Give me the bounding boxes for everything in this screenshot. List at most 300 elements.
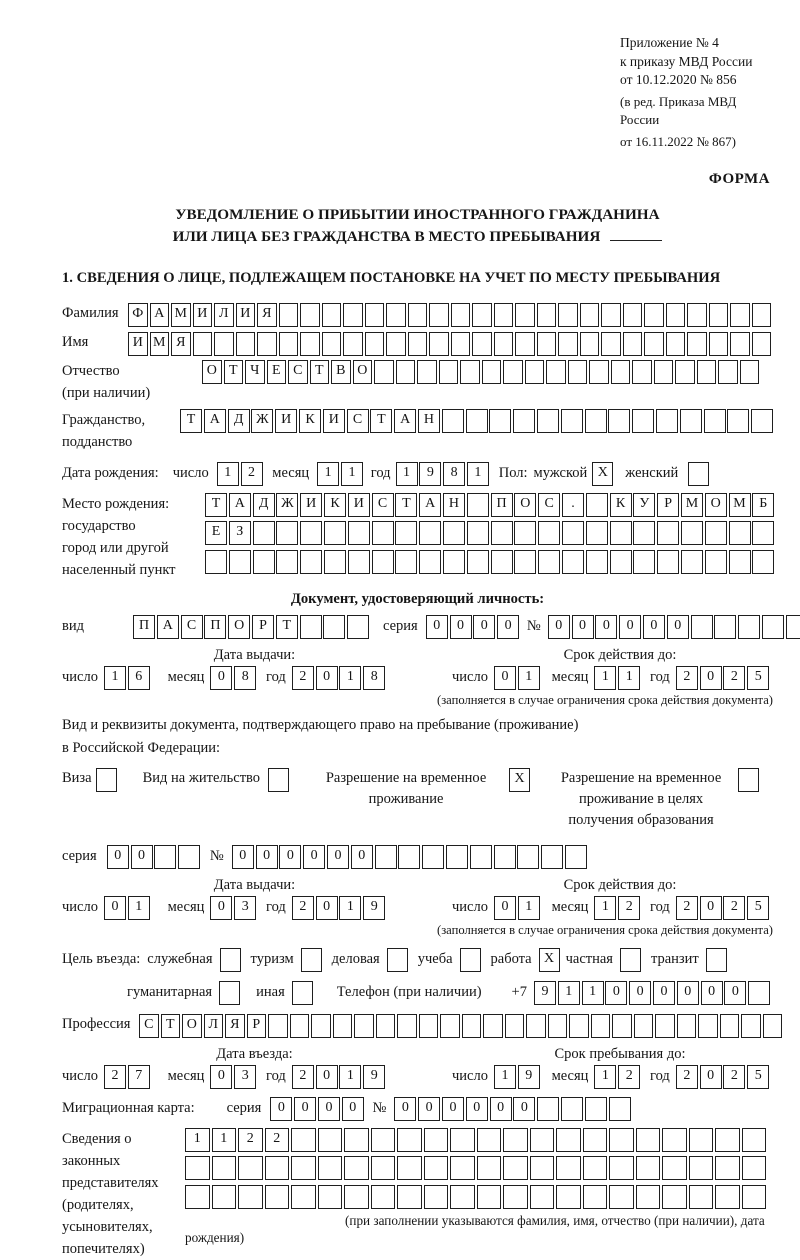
- id-kind-char-cell[interactable]: С: [181, 615, 203, 639]
- representatives-char-cell[interactable]: [636, 1185, 661, 1209]
- id-issue-year-cell[interactable]: 1: [339, 666, 361, 690]
- birthplace-char-cell[interactable]: [752, 521, 774, 545]
- given-name-char-cell[interactable]: [623, 332, 643, 356]
- birthplace-char-cell[interactable]: [348, 550, 370, 574]
- representatives-char-cell[interactable]: [477, 1156, 502, 1180]
- stay-number-cell[interactable]: 0: [279, 845, 301, 869]
- birthplace-char-cell[interactable]: Т: [205, 493, 227, 517]
- birthplace-char-cell[interactable]: А: [419, 493, 441, 517]
- id-issue-year-cell[interactable]: 0: [316, 666, 338, 690]
- representatives-char-cell[interactable]: [238, 1185, 263, 1209]
- birthplace-char-cell[interactable]: [276, 521, 298, 545]
- representatives-char-cell[interactable]: [344, 1128, 369, 1152]
- migration-series-cell[interactable]: 0: [318, 1097, 340, 1121]
- id-issue-day-cell[interactable]: 6: [128, 666, 150, 690]
- surname-char-cell[interactable]: М: [171, 303, 191, 327]
- stay-number-cell[interactable]: 0: [232, 845, 254, 869]
- representatives-char-cell[interactable]: [689, 1128, 714, 1152]
- birthplace-char-cell[interactable]: Ж: [276, 493, 298, 517]
- citizenship-char-cell[interactable]: А: [204, 409, 226, 433]
- birth-month-cell[interactable]: 1: [317, 462, 339, 486]
- id-valid-year-cell[interactable]: 2: [723, 666, 745, 690]
- birthplace-char-cell[interactable]: [586, 521, 608, 545]
- profession-char-cell[interactable]: Р: [247, 1014, 267, 1038]
- profession-char-cell[interactable]: Л: [204, 1014, 224, 1038]
- representatives-char-cell[interactable]: 2: [265, 1128, 290, 1152]
- id-kind-char-cell[interactable]: А: [157, 615, 179, 639]
- stay-until-year-cell[interactable]: 0: [700, 1065, 722, 1089]
- given-name-char-cell[interactable]: М: [150, 332, 170, 356]
- birth-year-cell[interactable]: 9: [419, 462, 441, 486]
- id-number-cell[interactable]: 0: [667, 615, 689, 639]
- surname-char-cell[interactable]: [494, 303, 514, 327]
- birthplace-char-cell[interactable]: [705, 550, 727, 574]
- temp-residence-edu-cell[interactable]: [738, 768, 759, 792]
- birthplace-char-cell[interactable]: [205, 550, 227, 574]
- stay-number-cell[interactable]: [541, 845, 563, 869]
- surname-char-cell[interactable]: [601, 303, 621, 327]
- surname-char-cell[interactable]: [752, 303, 772, 327]
- phone-digit-cell[interactable]: 0: [677, 981, 699, 1005]
- given-name-char-cell[interactable]: Я: [171, 332, 191, 356]
- birthplace-char-cell[interactable]: И: [300, 493, 322, 517]
- given-name-char-cell[interactable]: И: [128, 332, 148, 356]
- citizenship-char-cell[interactable]: Т: [370, 409, 392, 433]
- id-kind-char-cell[interactable]: П: [133, 615, 155, 639]
- entry-day-cell[interactable]: 7: [128, 1065, 150, 1089]
- birth-month-cell[interactable]: 1: [341, 462, 363, 486]
- profession-char-cell[interactable]: [268, 1014, 288, 1038]
- given-name-char-cell[interactable]: [515, 332, 535, 356]
- birthplace-char-cell[interactable]: С: [538, 493, 560, 517]
- birthplace-char-cell[interactable]: О: [514, 493, 536, 517]
- representatives-char-cell[interactable]: [318, 1156, 343, 1180]
- phone-digit-cell[interactable]: 1: [558, 981, 580, 1005]
- profession-char-cell[interactable]: [569, 1014, 589, 1038]
- entry-day-cell[interactable]: 2: [104, 1065, 126, 1089]
- stay-series-cell[interactable]: [178, 845, 200, 869]
- purpose-work-cell[interactable]: X: [539, 948, 560, 972]
- id-number-cell[interactable]: 0: [595, 615, 617, 639]
- representatives-char-cell[interactable]: [715, 1185, 740, 1209]
- temp-residence-cell[interactable]: X: [509, 768, 530, 792]
- stay-issue-month-cell[interactable]: 3: [234, 896, 256, 920]
- surname-char-cell[interactable]: [472, 303, 492, 327]
- citizenship-char-cell[interactable]: И: [275, 409, 297, 433]
- stay-number-cell[interactable]: 0: [303, 845, 325, 869]
- given-name-char-cell[interactable]: [365, 332, 385, 356]
- representatives-char-cell[interactable]: [556, 1128, 581, 1152]
- id-number-cell[interactable]: 0: [548, 615, 570, 639]
- representatives-char-cell[interactable]: [715, 1128, 740, 1152]
- stay-number-cell[interactable]: [470, 845, 492, 869]
- profession-char-cell[interactable]: [376, 1014, 396, 1038]
- migration-series-cell[interactable]: 0: [294, 1097, 316, 1121]
- patronymic-char-cell[interactable]: Е: [267, 360, 287, 384]
- given-name-char-cell[interactable]: [451, 332, 471, 356]
- surname-char-cell[interactable]: Л: [214, 303, 234, 327]
- purpose-tourism-cell[interactable]: [301, 948, 322, 972]
- stay-series-cell[interactable]: 0: [107, 845, 129, 869]
- representatives-char-cell[interactable]: [424, 1185, 449, 1209]
- surname-char-cell[interactable]: [580, 303, 600, 327]
- birth-day-cell[interactable]: 1: [217, 462, 239, 486]
- stay-issue-year-cell[interactable]: 0: [316, 896, 338, 920]
- birthplace-char-cell[interactable]: [229, 550, 251, 574]
- id-valid-year-cell[interactable]: 5: [747, 666, 769, 690]
- phone-digit-cell[interactable]: [748, 981, 770, 1005]
- id-series-cell[interactable]: 0: [473, 615, 495, 639]
- migration-number-cell[interactable]: [561, 1097, 583, 1121]
- representatives-char-cell[interactable]: [344, 1156, 369, 1180]
- patronymic-char-cell[interactable]: О: [202, 360, 222, 384]
- stay-valid-month-cell[interactable]: 1: [594, 896, 616, 920]
- id-kind-char-cell[interactable]: П: [204, 615, 226, 639]
- profession-char-cell[interactable]: [311, 1014, 331, 1038]
- id-valid-day-cell[interactable]: 0: [494, 666, 516, 690]
- birthplace-char-cell[interactable]: [253, 521, 275, 545]
- surname-char-cell[interactable]: И: [236, 303, 256, 327]
- representatives-char-cell[interactable]: [715, 1156, 740, 1180]
- patronymic-char-cell[interactable]: Ч: [245, 360, 265, 384]
- representatives-char-cell[interactable]: 1: [185, 1128, 210, 1152]
- given-name-char-cell[interactable]: [300, 332, 320, 356]
- stay-valid-year-cell[interactable]: 2: [723, 896, 745, 920]
- surname-char-cell[interactable]: [558, 303, 578, 327]
- residence-permit-cell[interactable]: [268, 768, 289, 792]
- profession-char-cell[interactable]: [720, 1014, 740, 1038]
- citizenship-char-cell[interactable]: [680, 409, 702, 433]
- representatives-char-cell[interactable]: [397, 1156, 422, 1180]
- profession-char-cell[interactable]: [419, 1014, 439, 1038]
- entry-year-cell[interactable]: 1: [339, 1065, 361, 1089]
- surname-char-cell[interactable]: [279, 303, 299, 327]
- birthplace-char-cell[interactable]: [372, 550, 394, 574]
- id-issue-day-cell[interactable]: 1: [104, 666, 126, 690]
- phone-digit-cell[interactable]: 0: [653, 981, 675, 1005]
- birth-year-cell[interactable]: 1: [396, 462, 418, 486]
- profession-char-cell[interactable]: [741, 1014, 761, 1038]
- birthplace-char-cell[interactable]: С: [372, 493, 394, 517]
- profession-char-cell[interactable]: [354, 1014, 374, 1038]
- id-number-cell[interactable]: 0: [643, 615, 665, 639]
- stay-number-cell[interactable]: 0: [256, 845, 278, 869]
- birthplace-char-cell[interactable]: Д: [253, 493, 275, 517]
- migration-number-cell[interactable]: 0: [490, 1097, 512, 1121]
- purpose-study-cell[interactable]: [460, 948, 481, 972]
- profession-char-cell[interactable]: [526, 1014, 546, 1038]
- given-name-char-cell[interactable]: [666, 332, 686, 356]
- id-series-cell[interactable]: 0: [426, 615, 448, 639]
- representatives-char-cell[interactable]: [318, 1185, 343, 1209]
- birthplace-char-cell[interactable]: [657, 550, 679, 574]
- profession-char-cell[interactable]: [505, 1014, 525, 1038]
- migration-number-cell[interactable]: 0: [442, 1097, 464, 1121]
- migration-number-cell[interactable]: 0: [513, 1097, 535, 1121]
- id-issue-year-cell[interactable]: 2: [292, 666, 314, 690]
- birthplace-char-cell[interactable]: [491, 521, 513, 545]
- stay-issue-day-cell[interactable]: 1: [128, 896, 150, 920]
- given-name-char-cell[interactable]: [558, 332, 578, 356]
- representatives-char-cell[interactable]: [450, 1185, 475, 1209]
- birthplace-char-cell[interactable]: [419, 521, 441, 545]
- patronymic-char-cell[interactable]: [568, 360, 588, 384]
- citizenship-char-cell[interactable]: С: [347, 409, 369, 433]
- surname-char-cell[interactable]: [730, 303, 750, 327]
- citizenship-char-cell[interactable]: И: [323, 409, 345, 433]
- citizenship-char-cell[interactable]: Д: [228, 409, 250, 433]
- birthplace-char-cell[interactable]: [467, 493, 489, 517]
- birthplace-char-cell[interactable]: [348, 521, 370, 545]
- birthplace-char-cell[interactable]: Т: [395, 493, 417, 517]
- birthplace-char-cell[interactable]: [467, 521, 489, 545]
- surname-char-cell[interactable]: [709, 303, 729, 327]
- birthplace-char-cell[interactable]: А: [229, 493, 251, 517]
- surname-char-cell[interactable]: [515, 303, 535, 327]
- birthplace-char-cell[interactable]: [443, 550, 465, 574]
- id-valid-year-cell[interactable]: 2: [676, 666, 698, 690]
- profession-char-cell[interactable]: [698, 1014, 718, 1038]
- profession-char-cell[interactable]: [612, 1014, 632, 1038]
- surname-char-cell[interactable]: А: [150, 303, 170, 327]
- migration-series-cell[interactable]: 0: [342, 1097, 364, 1121]
- id-issue-year-cell[interactable]: 8: [363, 666, 385, 690]
- representatives-char-cell[interactable]: [689, 1185, 714, 1209]
- given-name-char-cell[interactable]: [214, 332, 234, 356]
- given-name-char-cell[interactable]: [386, 332, 406, 356]
- given-name-char-cell[interactable]: [580, 332, 600, 356]
- entry-month-cell[interactable]: 0: [210, 1065, 232, 1089]
- birthplace-char-cell[interactable]: [610, 550, 632, 574]
- representatives-char-cell[interactable]: [636, 1128, 661, 1152]
- id-kind-char-cell[interactable]: Т: [276, 615, 298, 639]
- representatives-char-cell[interactable]: [291, 1185, 316, 1209]
- birth-year-cell[interactable]: 8: [443, 462, 465, 486]
- representatives-char-cell[interactable]: [371, 1156, 396, 1180]
- stay-until-year-cell[interactable]: 5: [747, 1065, 769, 1089]
- purpose-other-cell[interactable]: [292, 981, 313, 1005]
- stay-until-month-cell[interactable]: 1: [594, 1065, 616, 1089]
- given-name-char-cell[interactable]: [279, 332, 299, 356]
- migration-number-cell[interactable]: 0: [466, 1097, 488, 1121]
- citizenship-char-cell[interactable]: Т: [180, 409, 202, 433]
- patronymic-char-cell[interactable]: [740, 360, 760, 384]
- entry-month-cell[interactable]: 3: [234, 1065, 256, 1089]
- representatives-char-cell[interactable]: [318, 1128, 343, 1152]
- sex-female-cell[interactable]: [688, 462, 709, 486]
- id-series-cell[interactable]: 0: [450, 615, 472, 639]
- representatives-char-cell[interactable]: [424, 1128, 449, 1152]
- stay-issue-year-cell[interactable]: 9: [363, 896, 385, 920]
- representatives-char-cell[interactable]: [477, 1128, 502, 1152]
- profession-char-cell[interactable]: [440, 1014, 460, 1038]
- stay-until-day-cell[interactable]: 1: [494, 1065, 516, 1089]
- stay-issue-year-cell[interactable]: 2: [292, 896, 314, 920]
- representatives-char-cell[interactable]: [556, 1156, 581, 1180]
- patronymic-char-cell[interactable]: [654, 360, 674, 384]
- representatives-char-cell[interactable]: [742, 1128, 767, 1152]
- surname-char-cell[interactable]: [322, 303, 342, 327]
- id-valid-month-cell[interactable]: 1: [618, 666, 640, 690]
- patronymic-char-cell[interactable]: [460, 360, 480, 384]
- patronymic-char-cell[interactable]: [697, 360, 717, 384]
- birthplace-char-cell[interactable]: [538, 521, 560, 545]
- purpose-transit-cell[interactable]: [706, 948, 727, 972]
- profession-char-cell[interactable]: [655, 1014, 675, 1038]
- representatives-char-cell[interactable]: [503, 1156, 528, 1180]
- stay-valid-month-cell[interactable]: 2: [618, 896, 640, 920]
- stay-number-cell[interactable]: [398, 845, 420, 869]
- stay-until-year-cell[interactable]: 2: [676, 1065, 698, 1089]
- representatives-char-cell[interactable]: [609, 1185, 634, 1209]
- representatives-char-cell[interactable]: [265, 1156, 290, 1180]
- birthplace-char-cell[interactable]: [395, 550, 417, 574]
- birthplace-char-cell[interactable]: [467, 550, 489, 574]
- given-name-char-cell[interactable]: [429, 332, 449, 356]
- surname-char-cell[interactable]: [537, 303, 557, 327]
- stay-valid-day-cell[interactable]: 1: [518, 896, 540, 920]
- phone-digit-cell[interactable]: 0: [701, 981, 723, 1005]
- birthplace-char-cell[interactable]: П: [491, 493, 513, 517]
- representatives-char-cell[interactable]: [397, 1185, 422, 1209]
- birthplace-char-cell[interactable]: У: [633, 493, 655, 517]
- citizenship-char-cell[interactable]: [489, 409, 511, 433]
- phone-digit-cell[interactable]: 0: [605, 981, 627, 1005]
- citizenship-char-cell[interactable]: [585, 409, 607, 433]
- patronymic-char-cell[interactable]: [439, 360, 459, 384]
- representatives-char-cell[interactable]: [530, 1128, 555, 1152]
- citizenship-char-cell[interactable]: [704, 409, 726, 433]
- patronymic-char-cell[interactable]: [503, 360, 523, 384]
- representatives-char-cell[interactable]: [344, 1185, 369, 1209]
- id-series-cell[interactable]: 0: [497, 615, 519, 639]
- representatives-char-cell[interactable]: [609, 1156, 634, 1180]
- birthplace-char-cell[interactable]: Б: [752, 493, 774, 517]
- id-valid-month-cell[interactable]: 1: [594, 666, 616, 690]
- stay-number-cell[interactable]: [565, 845, 587, 869]
- citizenship-char-cell[interactable]: [442, 409, 464, 433]
- representatives-char-cell[interactable]: [556, 1185, 581, 1209]
- id-issue-month-cell[interactable]: 0: [210, 666, 232, 690]
- given-name-char-cell[interactable]: [236, 332, 256, 356]
- stay-issue-year-cell[interactable]: 1: [339, 896, 361, 920]
- stay-issue-month-cell[interactable]: 0: [210, 896, 232, 920]
- citizenship-char-cell[interactable]: Н: [418, 409, 440, 433]
- birthplace-char-cell[interactable]: З: [229, 521, 251, 545]
- patronymic-char-cell[interactable]: [546, 360, 566, 384]
- birthplace-char-cell[interactable]: .: [562, 493, 584, 517]
- birthplace-char-cell[interactable]: К: [610, 493, 632, 517]
- entry-year-cell[interactable]: 0: [316, 1065, 338, 1089]
- representatives-char-cell[interactable]: [424, 1156, 449, 1180]
- profession-char-cell[interactable]: [290, 1014, 310, 1038]
- purpose-business-cell[interactable]: [387, 948, 408, 972]
- patronymic-char-cell[interactable]: Т: [224, 360, 244, 384]
- patronymic-char-cell[interactable]: [374, 360, 394, 384]
- stay-until-month-cell[interactable]: 2: [618, 1065, 640, 1089]
- birthplace-char-cell[interactable]: [562, 550, 584, 574]
- given-name-char-cell[interactable]: [709, 332, 729, 356]
- birthplace-char-cell[interactable]: Н: [443, 493, 465, 517]
- id-number-cell[interactable]: [691, 615, 713, 639]
- surname-char-cell[interactable]: [386, 303, 406, 327]
- stay-valid-year-cell[interactable]: 5: [747, 896, 769, 920]
- representatives-char-cell[interactable]: [609, 1128, 634, 1152]
- given-name-char-cell[interactable]: [687, 332, 707, 356]
- representatives-char-cell[interactable]: [503, 1128, 528, 1152]
- phone-digit-cell[interactable]: 0: [629, 981, 651, 1005]
- surname-char-cell[interactable]: [451, 303, 471, 327]
- birthplace-char-cell[interactable]: [324, 521, 346, 545]
- migration-number-cell[interactable]: 0: [394, 1097, 416, 1121]
- id-kind-char-cell[interactable]: Р: [252, 615, 274, 639]
- id-valid-day-cell[interactable]: 1: [518, 666, 540, 690]
- citizenship-char-cell[interactable]: [632, 409, 654, 433]
- representatives-char-cell[interactable]: [530, 1156, 555, 1180]
- representatives-char-cell[interactable]: [742, 1185, 767, 1209]
- id-kind-char-cell[interactable]: [323, 615, 345, 639]
- representatives-char-cell[interactable]: [450, 1156, 475, 1180]
- profession-char-cell[interactable]: О: [182, 1014, 202, 1038]
- representatives-char-cell[interactable]: [636, 1156, 661, 1180]
- representatives-char-cell[interactable]: [742, 1156, 767, 1180]
- citizenship-char-cell[interactable]: [466, 409, 488, 433]
- birthplace-char-cell[interactable]: И: [348, 493, 370, 517]
- birthplace-char-cell[interactable]: [395, 521, 417, 545]
- stay-number-cell[interactable]: 0: [327, 845, 349, 869]
- profession-char-cell[interactable]: Я: [225, 1014, 245, 1038]
- birthplace-char-cell[interactable]: К: [324, 493, 346, 517]
- birthplace-char-cell[interactable]: [300, 521, 322, 545]
- id-valid-year-cell[interactable]: 0: [700, 666, 722, 690]
- given-name-char-cell[interactable]: [494, 332, 514, 356]
- citizenship-char-cell[interactable]: [561, 409, 583, 433]
- id-kind-char-cell[interactable]: [300, 615, 322, 639]
- patronymic-char-cell[interactable]: О: [353, 360, 373, 384]
- sex-male-cell[interactable]: X: [592, 462, 613, 486]
- representatives-char-cell[interactable]: [662, 1156, 687, 1180]
- given-name-char-cell[interactable]: [193, 332, 213, 356]
- phone-digit-cell[interactable]: 9: [534, 981, 556, 1005]
- birthplace-char-cell[interactable]: [729, 550, 751, 574]
- id-number-cell[interactable]: 0: [572, 615, 594, 639]
- birth-year-cell[interactable]: 1: [467, 462, 489, 486]
- birthplace-char-cell[interactable]: М: [681, 493, 703, 517]
- stay-number-cell[interactable]: [494, 845, 516, 869]
- migration-number-cell[interactable]: [537, 1097, 559, 1121]
- migration-number-cell[interactable]: [585, 1097, 607, 1121]
- surname-char-cell[interactable]: [429, 303, 449, 327]
- patronymic-char-cell[interactable]: С: [288, 360, 308, 384]
- stay-number-cell[interactable]: [375, 845, 397, 869]
- patronymic-char-cell[interactable]: [417, 360, 437, 384]
- surname-char-cell[interactable]: [300, 303, 320, 327]
- surname-char-cell[interactable]: [365, 303, 385, 327]
- birthplace-char-cell[interactable]: [253, 550, 275, 574]
- citizenship-char-cell[interactable]: [537, 409, 559, 433]
- representatives-char-cell[interactable]: [371, 1128, 396, 1152]
- id-issue-month-cell[interactable]: 8: [234, 666, 256, 690]
- birthplace-char-cell[interactable]: [681, 521, 703, 545]
- representatives-char-cell[interactable]: [265, 1185, 290, 1209]
- given-name-char-cell[interactable]: [343, 332, 363, 356]
- stay-number-cell[interactable]: 0: [351, 845, 373, 869]
- birthplace-char-cell[interactable]: [729, 521, 751, 545]
- patronymic-char-cell[interactable]: [611, 360, 631, 384]
- birthplace-char-cell[interactable]: О: [705, 493, 727, 517]
- surname-char-cell[interactable]: [666, 303, 686, 327]
- profession-char-cell[interactable]: С: [139, 1014, 159, 1038]
